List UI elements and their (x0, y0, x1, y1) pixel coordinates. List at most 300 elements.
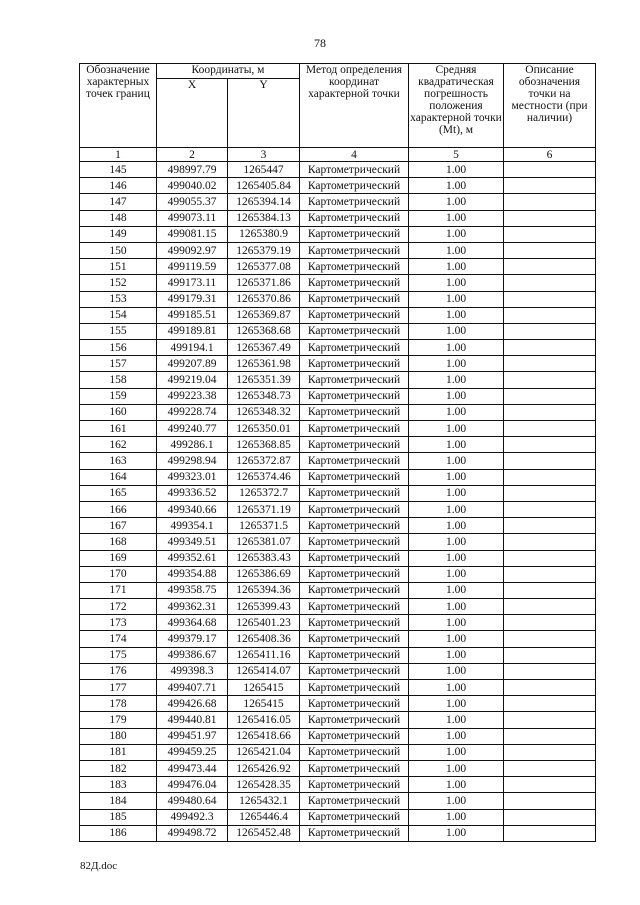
description-cell (504, 178, 596, 194)
table-row (80, 680, 596, 696)
error-cell: 1.00 (409, 469, 504, 485)
method-cell: Картометрический (300, 793, 409, 809)
description-cell (504, 162, 596, 178)
point-number-cell: 183 (80, 777, 157, 793)
y-coordinate-cell: 1265411.16 (228, 647, 300, 663)
description-cell (504, 631, 596, 647)
method-cell: Картометрический (300, 210, 409, 226)
column-number: 6 (504, 148, 596, 162)
table-row (80, 582, 596, 598)
x-coordinate-cell: 499228.74 (157, 404, 228, 420)
header-x: X (157, 79, 228, 148)
y-coordinate-cell: 1265394.14 (228, 194, 300, 210)
description-cell (504, 259, 596, 275)
y-coordinate-cell: 1265452.48 (228, 825, 300, 841)
table-row (80, 210, 596, 226)
y-coordinate-cell: 1265383.43 (228, 550, 300, 566)
x-coordinate-cell: 499398.3 (157, 663, 228, 679)
table-row (80, 485, 596, 501)
y-coordinate-cell: 1265446.4 (228, 809, 300, 825)
method-cell: Картометрический (300, 615, 409, 631)
point-number-cell: 182 (80, 760, 157, 776)
error-cell: 1.00 (409, 421, 504, 437)
header-error: Средняя квадратическая погрешность положения характерной точки (Mt), м (409, 64, 504, 148)
point-number-cell: 166 (80, 501, 157, 517)
point-number-cell: 180 (80, 728, 157, 744)
error-cell: 1.00 (409, 825, 504, 841)
method-cell: Картометрический (300, 582, 409, 598)
error-cell: 1.00 (409, 388, 504, 404)
table-row (80, 421, 596, 437)
description-cell (504, 340, 596, 356)
error-cell: 1.00 (409, 485, 504, 501)
error-cell: 1.00 (409, 501, 504, 517)
x-coordinate-cell: 499298.94 (157, 453, 228, 469)
description-cell (504, 566, 596, 582)
table-row (80, 793, 596, 809)
description-cell (504, 760, 596, 776)
x-coordinate-cell: 499194.1 (157, 340, 228, 356)
error-cell: 1.00 (409, 259, 504, 275)
table-row (80, 663, 596, 679)
y-coordinate-cell: 1265428.35 (228, 777, 300, 793)
x-coordinate-cell: 499426.68 (157, 696, 228, 712)
y-coordinate-cell: 1265370.86 (228, 291, 300, 307)
point-number-cell: 171 (80, 582, 157, 598)
method-cell: Картометрический (300, 307, 409, 323)
point-number-cell: 172 (80, 599, 157, 615)
y-coordinate-cell: 1265368.68 (228, 323, 300, 339)
point-number-cell: 157 (80, 356, 157, 372)
table-row (80, 744, 596, 760)
x-coordinate-cell: 499207.89 (157, 356, 228, 372)
error-cell: 1.00 (409, 599, 504, 615)
point-number-cell: 170 (80, 566, 157, 582)
error-cell: 1.00 (409, 566, 504, 582)
point-number-cell: 155 (80, 323, 157, 339)
header-designation: Обозначение характерных точек границ (80, 64, 157, 148)
table-row (80, 631, 596, 647)
method-cell: Картометрический (300, 534, 409, 550)
description-cell (504, 210, 596, 226)
error-cell: 1.00 (409, 777, 504, 793)
method-cell: Картометрический (300, 518, 409, 534)
error-cell: 1.00 (409, 631, 504, 647)
method-cell: Картометрический (300, 291, 409, 307)
point-number-cell: 185 (80, 809, 157, 825)
description-cell (504, 696, 596, 712)
description-cell (504, 599, 596, 615)
description-cell (504, 728, 596, 744)
y-coordinate-cell: 1265426.92 (228, 760, 300, 776)
description-cell (504, 550, 596, 566)
point-number-cell: 174 (80, 631, 157, 647)
table-row (80, 259, 596, 275)
point-number-cell: 159 (80, 388, 157, 404)
point-number-cell: 158 (80, 372, 157, 388)
table-row (80, 356, 596, 372)
y-coordinate-cell: 1265367.49 (228, 340, 300, 356)
table-row (80, 615, 596, 631)
method-cell: Картометрический (300, 437, 409, 453)
table-row (80, 162, 596, 178)
description-cell (504, 291, 596, 307)
table-row (80, 226, 596, 242)
column-number: 5 (409, 148, 504, 162)
error-cell: 1.00 (409, 323, 504, 339)
x-coordinate-cell: 499480.64 (157, 793, 228, 809)
page-number: 78 (314, 36, 326, 50)
description-cell (504, 307, 596, 323)
header-y: Y (228, 79, 300, 148)
x-coordinate-cell: 499040.02 (157, 178, 228, 194)
table-row (80, 323, 596, 339)
y-coordinate-cell: 1265379.19 (228, 242, 300, 258)
point-number-cell: 153 (80, 291, 157, 307)
error-cell: 1.00 (409, 178, 504, 194)
x-coordinate-cell: 499451.97 (157, 728, 228, 744)
table-row (80, 307, 596, 323)
y-coordinate-cell: 1265384.13 (228, 210, 300, 226)
point-number-cell: 173 (80, 615, 157, 631)
error-cell: 1.00 (409, 809, 504, 825)
method-cell: Картометрический (300, 760, 409, 776)
y-coordinate-cell: 1265380.9 (228, 226, 300, 242)
method-cell: Картометрический (300, 728, 409, 744)
y-coordinate-cell: 1265381.07 (228, 534, 300, 550)
point-number-cell: 161 (80, 421, 157, 437)
table-header (80, 64, 596, 162)
method-cell: Картометрический (300, 566, 409, 582)
column-number: 3 (228, 148, 300, 162)
point-number-cell: 146 (80, 178, 157, 194)
x-coordinate-cell: 499081.15 (157, 226, 228, 242)
x-coordinate-cell: 499473.44 (157, 760, 228, 776)
description-cell (504, 615, 596, 631)
x-coordinate-cell: 499092.97 (157, 242, 228, 258)
x-coordinate-cell: 499498.72 (157, 825, 228, 841)
method-cell: Картометрический (300, 501, 409, 517)
method-cell: Картометрический (300, 323, 409, 339)
error-cell: 1.00 (409, 760, 504, 776)
table-row (80, 518, 596, 534)
y-coordinate-cell: 1265368.85 (228, 437, 300, 453)
description-cell (504, 242, 596, 258)
point-number-cell: 169 (80, 550, 157, 566)
table-row (80, 453, 596, 469)
table-body (80, 162, 596, 842)
y-coordinate-cell: 1265374.46 (228, 469, 300, 485)
description-cell (504, 485, 596, 501)
y-coordinate-cell: 1265372.87 (228, 453, 300, 469)
x-coordinate-cell: 499362.31 (157, 599, 228, 615)
error-cell: 1.00 (409, 728, 504, 744)
x-coordinate-cell: 499407.71 (157, 680, 228, 696)
x-coordinate-cell: 499492.3 (157, 809, 228, 825)
y-coordinate-cell: 1265399.43 (228, 599, 300, 615)
y-coordinate-cell: 1265421.04 (228, 744, 300, 760)
point-number-cell: 148 (80, 210, 157, 226)
header-coordinates: Координаты, м (157, 64, 300, 79)
table-row (80, 340, 596, 356)
table-row (80, 760, 596, 776)
point-number-cell: 149 (80, 226, 157, 242)
description-cell (504, 663, 596, 679)
table-row (80, 372, 596, 388)
x-coordinate-cell: 499185.51 (157, 307, 228, 323)
point-number-cell: 181 (80, 744, 157, 760)
table-row (80, 242, 596, 258)
x-coordinate-cell: 499055.37 (157, 194, 228, 210)
table-row (80, 291, 596, 307)
x-coordinate-cell: 499286.1 (157, 437, 228, 453)
x-coordinate-cell: 499173.11 (157, 275, 228, 291)
error-cell: 1.00 (409, 615, 504, 631)
error-cell: 1.00 (409, 291, 504, 307)
y-coordinate-cell: 1265418.66 (228, 728, 300, 744)
y-coordinate-cell: 1265386.69 (228, 566, 300, 582)
x-coordinate-cell: 499119.59 (157, 259, 228, 275)
description-cell (504, 194, 596, 210)
method-cell: Картометрический (300, 485, 409, 501)
table-row (80, 566, 596, 582)
description-cell (504, 809, 596, 825)
description-cell (504, 777, 596, 793)
x-coordinate-cell: 499189.81 (157, 323, 228, 339)
y-coordinate-cell: 1265377.08 (228, 259, 300, 275)
x-coordinate-cell: 499179.31 (157, 291, 228, 307)
y-coordinate-cell: 1265348.32 (228, 404, 300, 420)
point-number-cell: 164 (80, 469, 157, 485)
y-coordinate-cell: 1265351.39 (228, 372, 300, 388)
description-cell (504, 793, 596, 809)
method-cell: Картометрический (300, 631, 409, 647)
point-number-cell: 150 (80, 242, 157, 258)
error-cell: 1.00 (409, 210, 504, 226)
column-number: 2 (157, 148, 228, 162)
method-cell: Картометрический (300, 469, 409, 485)
error-cell: 1.00 (409, 275, 504, 291)
error-cell: 1.00 (409, 582, 504, 598)
method-cell: Картометрический (300, 599, 409, 615)
point-number-cell: 162 (80, 437, 157, 453)
description-cell (504, 323, 596, 339)
y-coordinate-cell: 1265371.19 (228, 501, 300, 517)
description-cell (504, 421, 596, 437)
method-cell: Картометрический (300, 825, 409, 841)
method-cell: Картометрический (300, 194, 409, 210)
error-cell: 1.00 (409, 550, 504, 566)
header-method: Метод определения координат характерной точки (300, 64, 409, 148)
error-cell: 1.00 (409, 647, 504, 663)
table-row (80, 777, 596, 793)
method-cell: Картометрический (300, 777, 409, 793)
column-number-row (80, 148, 596, 162)
method-cell: Картометрический (300, 550, 409, 566)
table-row (80, 404, 596, 420)
method-cell: Картометрический (300, 421, 409, 437)
point-number-cell: 179 (80, 712, 157, 728)
method-cell: Картометрический (300, 453, 409, 469)
column-number: 4 (300, 148, 409, 162)
method-cell: Картометрический (300, 372, 409, 388)
x-coordinate-cell: 499323.01 (157, 469, 228, 485)
description-cell (504, 501, 596, 517)
method-cell: Картометрический (300, 356, 409, 372)
table-row (80, 647, 596, 663)
error-cell: 1.00 (409, 696, 504, 712)
error-cell: 1.00 (409, 680, 504, 696)
error-cell: 1.00 (409, 340, 504, 356)
description-cell (504, 404, 596, 420)
error-cell: 1.00 (409, 453, 504, 469)
x-coordinate-cell: 499340.66 (157, 501, 228, 517)
method-cell: Картометрический (300, 178, 409, 194)
y-coordinate-cell: 1265416.05 (228, 712, 300, 728)
y-coordinate-cell: 1265348.73 (228, 388, 300, 404)
x-coordinate-cell: 499459.25 (157, 744, 228, 760)
x-coordinate-cell: 499349.51 (157, 534, 228, 550)
column-number: 1 (80, 148, 157, 162)
description-cell (504, 712, 596, 728)
y-coordinate-cell: 1265415 (228, 680, 300, 696)
point-number-cell: 147 (80, 194, 157, 210)
table-row (80, 696, 596, 712)
description-cell (504, 647, 596, 663)
point-number-cell: 176 (80, 663, 157, 679)
y-coordinate-cell: 1265447 (228, 162, 300, 178)
method-cell: Картометрический (300, 809, 409, 825)
point-number-cell: 160 (80, 404, 157, 420)
method-cell: Картометрический (300, 647, 409, 663)
table-row (80, 469, 596, 485)
method-cell: Картометрический (300, 242, 409, 258)
x-coordinate-cell: 499364.68 (157, 615, 228, 631)
y-coordinate-cell: 1265405.84 (228, 178, 300, 194)
description-cell (504, 582, 596, 598)
method-cell: Картометрический (300, 404, 409, 420)
footer-filename: 82Д.doc (80, 860, 118, 872)
description-cell (504, 469, 596, 485)
error-cell: 1.00 (409, 307, 504, 323)
x-coordinate-cell: 499073.11 (157, 210, 228, 226)
description-cell (504, 275, 596, 291)
x-coordinate-cell: 499354.88 (157, 566, 228, 582)
description-cell (504, 388, 596, 404)
x-coordinate-cell: 499440.81 (157, 712, 228, 728)
table-row (80, 712, 596, 728)
x-coordinate-cell: 499336.52 (157, 485, 228, 501)
point-number-cell: 186 (80, 825, 157, 841)
y-coordinate-cell: 1265415 (228, 696, 300, 712)
point-number-cell: 165 (80, 485, 157, 501)
x-coordinate-cell: 499223.38 (157, 388, 228, 404)
error-cell: 1.00 (409, 663, 504, 679)
x-coordinate-cell: 498997.79 (157, 162, 228, 178)
point-number-cell: 178 (80, 696, 157, 712)
table-row (80, 728, 596, 744)
point-number-cell: 151 (80, 259, 157, 275)
y-coordinate-cell: 1265361.98 (228, 356, 300, 372)
point-number-cell: 154 (80, 307, 157, 323)
method-cell: Картометрический (300, 680, 409, 696)
table-row (80, 550, 596, 566)
y-coordinate-cell: 1265414.07 (228, 663, 300, 679)
table-row (80, 178, 596, 194)
y-coordinate-cell: 1265394.36 (228, 582, 300, 598)
y-coordinate-cell: 1265432.1 (228, 793, 300, 809)
y-coordinate-cell: 1265408.36 (228, 631, 300, 647)
description-cell (504, 744, 596, 760)
description-cell (504, 453, 596, 469)
y-coordinate-cell: 1265369.87 (228, 307, 300, 323)
method-cell: Картометрический (300, 226, 409, 242)
error-cell: 1.00 (409, 518, 504, 534)
y-coordinate-cell: 1265372.7 (228, 485, 300, 501)
error-cell: 1.00 (409, 404, 504, 420)
description-cell (504, 372, 596, 388)
y-coordinate-cell: 1265371.5 (228, 518, 300, 534)
description-cell (504, 437, 596, 453)
x-coordinate-cell: 499219.04 (157, 372, 228, 388)
table-row (80, 275, 596, 291)
method-cell: Картометрический (300, 162, 409, 178)
table-row (80, 437, 596, 453)
description-cell (504, 680, 596, 696)
description-cell (504, 356, 596, 372)
error-cell: 1.00 (409, 226, 504, 242)
x-coordinate-cell: 499358.75 (157, 582, 228, 598)
table-row (80, 501, 596, 517)
method-cell: Картометрический (300, 259, 409, 275)
x-coordinate-cell: 499476.04 (157, 777, 228, 793)
y-coordinate-cell: 1265350.01 (228, 421, 300, 437)
point-number-cell: 184 (80, 793, 157, 809)
x-coordinate-cell: 499240.77 (157, 421, 228, 437)
error-cell: 1.00 (409, 744, 504, 760)
error-cell: 1.00 (409, 793, 504, 809)
description-cell (504, 825, 596, 841)
error-cell: 1.00 (409, 712, 504, 728)
error-cell: 1.00 (409, 356, 504, 372)
point-number-cell: 167 (80, 518, 157, 534)
method-cell: Картометрический (300, 340, 409, 356)
error-cell: 1.00 (409, 194, 504, 210)
point-number-cell: 168 (80, 534, 157, 550)
x-coordinate-cell: 499386.67 (157, 647, 228, 663)
method-cell: Картометрический (300, 696, 409, 712)
table-row (80, 388, 596, 404)
error-cell: 1.00 (409, 242, 504, 258)
method-cell: Картометрический (300, 663, 409, 679)
method-cell: Картометрический (300, 744, 409, 760)
point-number-cell: 145 (80, 162, 157, 178)
y-coordinate-cell: 1265401.23 (228, 615, 300, 631)
description-cell (504, 226, 596, 242)
error-cell: 1.00 (409, 372, 504, 388)
header-description: Описание обозначения точки на местности (при наличии) (504, 64, 596, 148)
table-row (80, 534, 596, 550)
description-cell (504, 518, 596, 534)
point-number-cell: 163 (80, 453, 157, 469)
method-cell: Картометрический (300, 388, 409, 404)
coordinates-table (79, 63, 596, 842)
point-number-cell: 177 (80, 680, 157, 696)
x-coordinate-cell: 499379.17 (157, 631, 228, 647)
x-coordinate-cell: 499352.61 (157, 550, 228, 566)
table-row (80, 194, 596, 210)
y-coordinate-cell: 1265371.86 (228, 275, 300, 291)
